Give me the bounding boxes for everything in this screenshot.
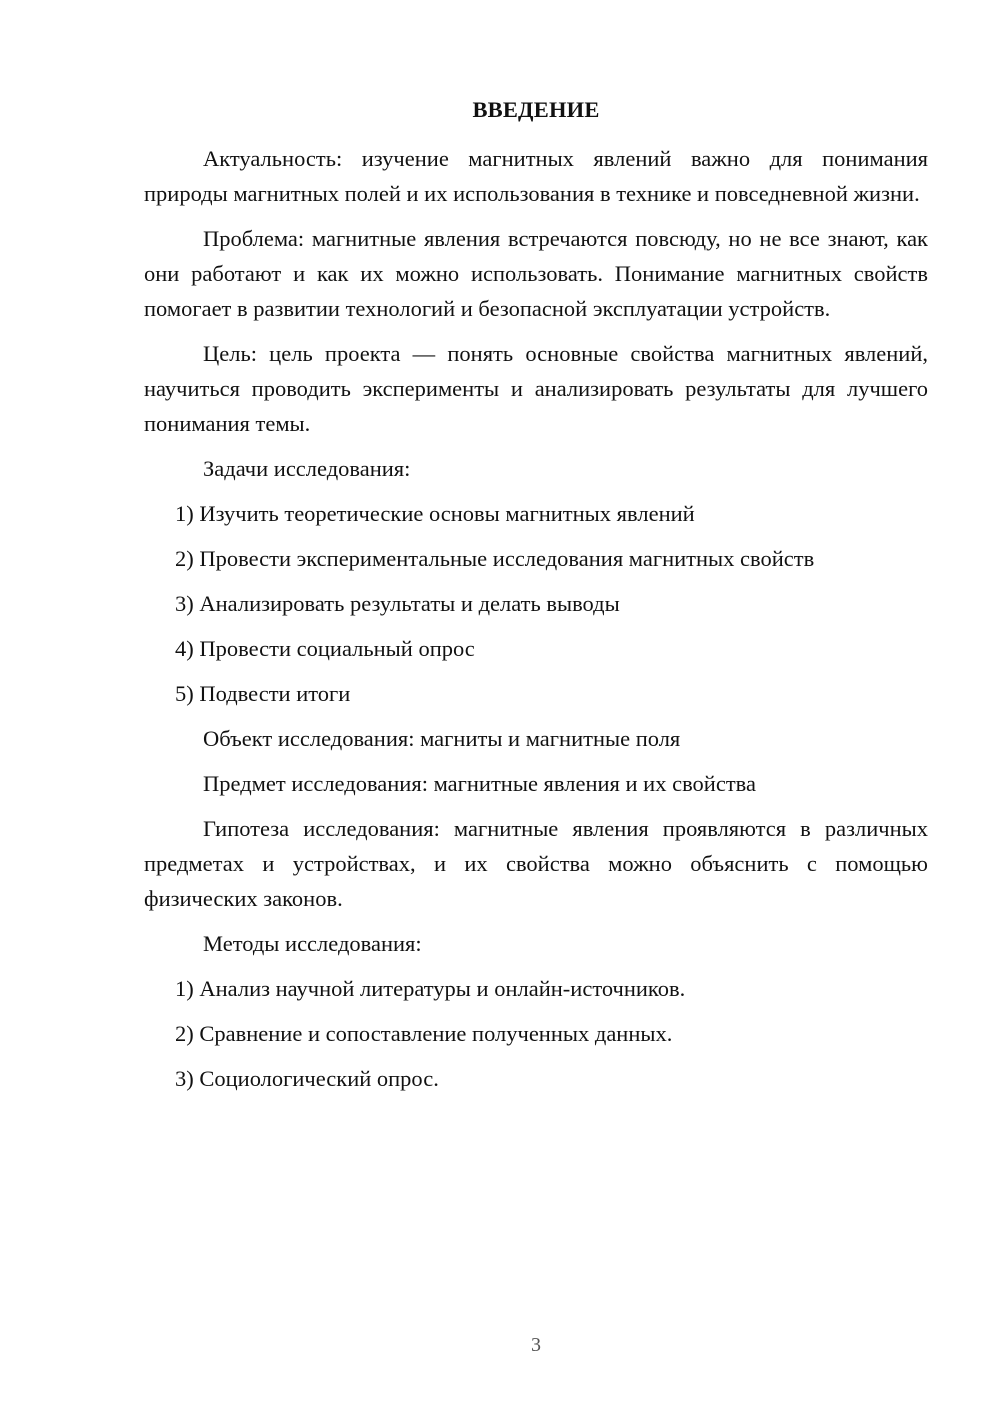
list-item: 2) Сравнение и сопоставление полученных данных. (175, 1021, 673, 1046)
list-item: 5) Подвести итоги (175, 681, 351, 706)
page-number: 3 (531, 1334, 541, 1356)
page-title: ВВЕДЕНИЕ (472, 97, 600, 122)
page-content (144, 92, 928, 1106)
list-item: 2) Провести экспериментальные исследования магнитных свойств (175, 546, 815, 571)
methods-list (144, 971, 928, 1096)
problem-paragraph: Проблема: магнитные явления встречаются повсюду, но не все знают, как они работают и как их можно использовать. Понимание магнитных свойств помогает в развитии технологий и безопасной эксплуатации устройств. (144, 226, 928, 321)
goal-paragraph: Цель: цель проекта — понять основные свойства магнитных явлений, научиться проводить эксперименты и анализировать результаты для лучшего понимания темы. (144, 341, 928, 436)
list-item: 3) Социологический опрос. (175, 1066, 439, 1091)
relevance-paragraph: Актуальность: изучение магнитных явлений важно для понимания природы магнитных полей и их использования в технике и повседневной жизни. (144, 146, 928, 206)
list-item: 4) Провести социальный опрос (175, 636, 475, 661)
methods-heading: Методы исследования: (203, 931, 422, 956)
subject-paragraph: Предмет исследования: магнитные явления и их свойства (203, 771, 756, 796)
object-paragraph: Объект исследования: магниты и магнитные поля (203, 726, 681, 751)
tasks-list (144, 496, 928, 711)
list-item: 1) Изучить теоретические основы магнитных явлений (175, 501, 695, 526)
hypothesis-paragraph: Гипотеза исследования: магнитные явления проявляются в различных предметах и устройствах, и их свойства можно объяснить с помощью физических законов. (144, 816, 928, 911)
list-item: 1) Анализ научной литературы и онлайн-источников. (175, 976, 686, 1001)
tasks-heading: Задачи исследования: (203, 456, 411, 481)
list-item: 3) Анализировать результаты и делать выводы (175, 591, 620, 616)
